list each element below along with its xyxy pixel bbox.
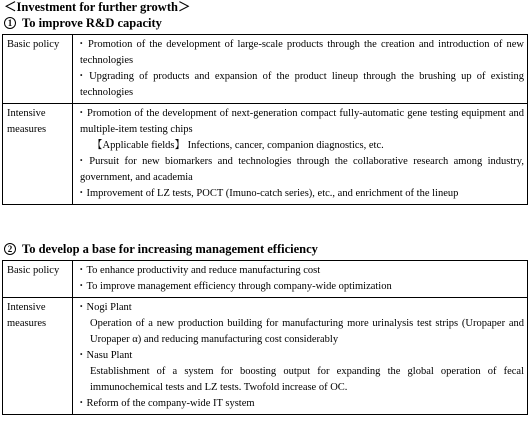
list-item: ・Improvement of LZ tests, POCT (Imuno-catch series), etc., and enrichment of the lineup (76, 188, 459, 199)
table-row (3, 261, 528, 298)
basic-policy-cell (73, 261, 528, 298)
nasu-plant-title: ・Nasu Plant (76, 350, 133, 361)
basic-policy-label: Basic policy (3, 35, 73, 104)
table-row (3, 104, 528, 205)
list-item: ・Upgrading of products and expansion of the product lineup through the brushing up of existing technologies (76, 71, 524, 98)
section-1-title: To improve R&D capacity (22, 16, 162, 30)
page-title: ＜Investment for further growth＞ (4, 0, 191, 14)
section-1-heading (4, 15, 162, 31)
list-item: ・To improve management efficiency through company-wide optimization (76, 281, 392, 292)
section-2-title: To develop a base for increasing management efficiency (22, 242, 318, 256)
list-item: ・To enhance productivity and reduce manufacturing cost (76, 265, 321, 276)
applicable-fields: 【Applicable fields】 Infections, cancer, companion diagnostics, etc. (92, 140, 384, 151)
section-2-table (2, 260, 528, 415)
list-item: ・Reform of the company-wide IT system (76, 398, 255, 409)
section-1-table (2, 34, 528, 205)
basic-policy-label: Basic policy (3, 261, 73, 298)
table-row (3, 35, 528, 104)
nogi-plant-text: Operation of a new production building for manufacturing more urinalysis test strips (Uropaper and Uropaper α) and reducing manufacturing cost considerably (90, 318, 524, 345)
circled-number-2: 2 (4, 243, 16, 255)
list-item: ・Promotion of the development of next-generation compact fully-automatic gene testing equipment and multiple-item testing chips (76, 108, 524, 135)
intensive-measures-cell (73, 104, 528, 205)
table-row (3, 298, 528, 415)
intensive-measures-label: Intensive measures (3, 298, 73, 415)
list-item: ・Pursuit for new biomarkers and technologies through the collaborative research among industry, government, and academia (76, 156, 524, 183)
intensive-measures-cell (73, 298, 528, 415)
basic-policy-cell (73, 35, 528, 104)
circled-number-1: 1 (4, 17, 16, 29)
nasu-plant-text: Establishment of a system for boosting output for expanding the global operation of fecal immunochemical tests and LZ tests. Twofold increase of OC. (90, 366, 524, 393)
list-item: ・Promotion of the development of large-scale products through the creation and introduction of new technologies (76, 39, 524, 66)
section-2-heading (4, 241, 318, 257)
nogi-plant-title: ・Nogi Plant (76, 302, 132, 313)
intensive-measures-label: Intensive measures (3, 104, 73, 205)
